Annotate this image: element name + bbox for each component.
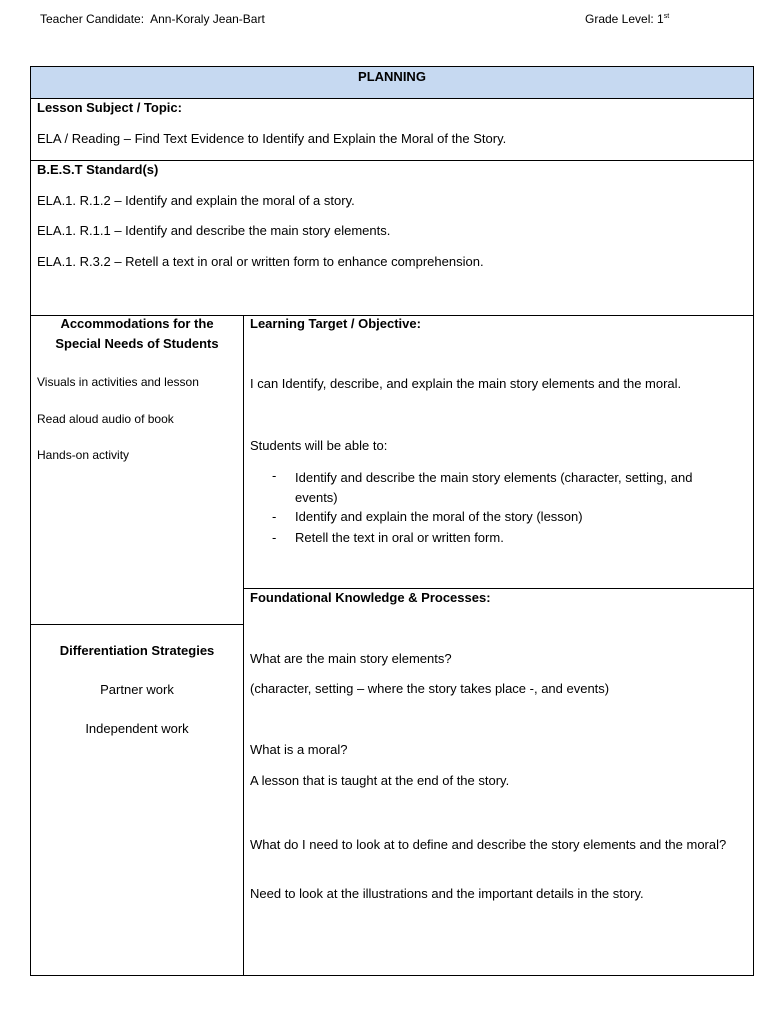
divider-accommodations bbox=[31, 624, 243, 625]
objective-bullet: Identify and explain the moral of the story (lesson) bbox=[295, 509, 583, 524]
foundational-heading: Foundational Knowledge & Processes: bbox=[250, 590, 491, 605]
foundational-answer: (character, setting – where the story takes place -, and events) bbox=[250, 681, 610, 696]
bullet-dash: - bbox=[272, 530, 277, 545]
teacher-candidate bbox=[40, 12, 265, 26]
teacher-label: Teacher Candidate: bbox=[40, 12, 145, 26]
differentiation-heading: Differentiation Strategies bbox=[59, 643, 215, 658]
accommodation-item: Visuals in activities and lesson bbox=[37, 375, 199, 389]
standard-item: ELA.1. R.1.2 – Identify and explain the moral of a story. bbox=[37, 193, 355, 208]
divider-learning-target bbox=[243, 588, 753, 589]
accommodations-heading-line2: Special Needs of Students bbox=[55, 336, 219, 351]
accommodation-item: Read aloud audio of book bbox=[37, 412, 174, 426]
accommodation-item: Hands-on activity bbox=[37, 448, 130, 462]
grade-sup: st bbox=[663, 13, 670, 20]
differentiation-item: Independent work bbox=[85, 721, 189, 736]
accommodations-heading-line1: Accommodations for the bbox=[60, 316, 214, 331]
foundational-question: What are the main story elements? bbox=[250, 651, 452, 666]
bullet-dash: - bbox=[272, 468, 277, 483]
objective-bullet: Retell the text in oral or written form. bbox=[295, 530, 504, 545]
lesson-subject-heading: Lesson Subject / Topic: bbox=[37, 100, 182, 115]
lesson-subject-text: ELA / Reading – Find Text Evidence to Identify and Explain the Moral of the Story. bbox=[37, 131, 507, 146]
foundational-answer: A lesson that is taught at the end of the story. bbox=[250, 773, 510, 788]
foundational-answer: Need to look at the illustrations and the important details in the story. bbox=[250, 886, 644, 901]
learning-target-heading: Learning Target / Objective: bbox=[250, 316, 421, 331]
objective-bullet: Identify and describe the main story elements (character, setting, and events) bbox=[295, 470, 693, 505]
standard-item: ELA.1. R.3.2 – Retell a text in oral or written form to enhance comprehension. bbox=[37, 254, 484, 269]
grade-level bbox=[585, 12, 669, 26]
bullet-dash: - bbox=[272, 509, 277, 524]
divider-subject bbox=[31, 160, 753, 161]
foundational-question: What is a moral? bbox=[250, 742, 348, 757]
foundational-question: What do I need to look at to define and describe the story elements and the moral? bbox=[250, 837, 727, 852]
planning-title: PLANNING bbox=[31, 67, 753, 99]
grade-label: Grade Level: 1 bbox=[585, 12, 664, 26]
learning-target-intro: Students will be able to: bbox=[250, 438, 388, 453]
column-divider bbox=[243, 315, 244, 975]
standards-heading: B.E.S.T Standard(s) bbox=[37, 162, 159, 177]
learning-target-statement: I can Identify, describe, and explain the main story elements and the moral. bbox=[250, 376, 682, 391]
differentiation-item: Partner work bbox=[100, 682, 174, 697]
standard-item: ELA.1. R.1.1 – Identify and describe the main story elements. bbox=[37, 223, 391, 238]
planning-table bbox=[30, 66, 754, 976]
teacher-name: Ann-Koraly Jean-Bart bbox=[150, 12, 265, 26]
